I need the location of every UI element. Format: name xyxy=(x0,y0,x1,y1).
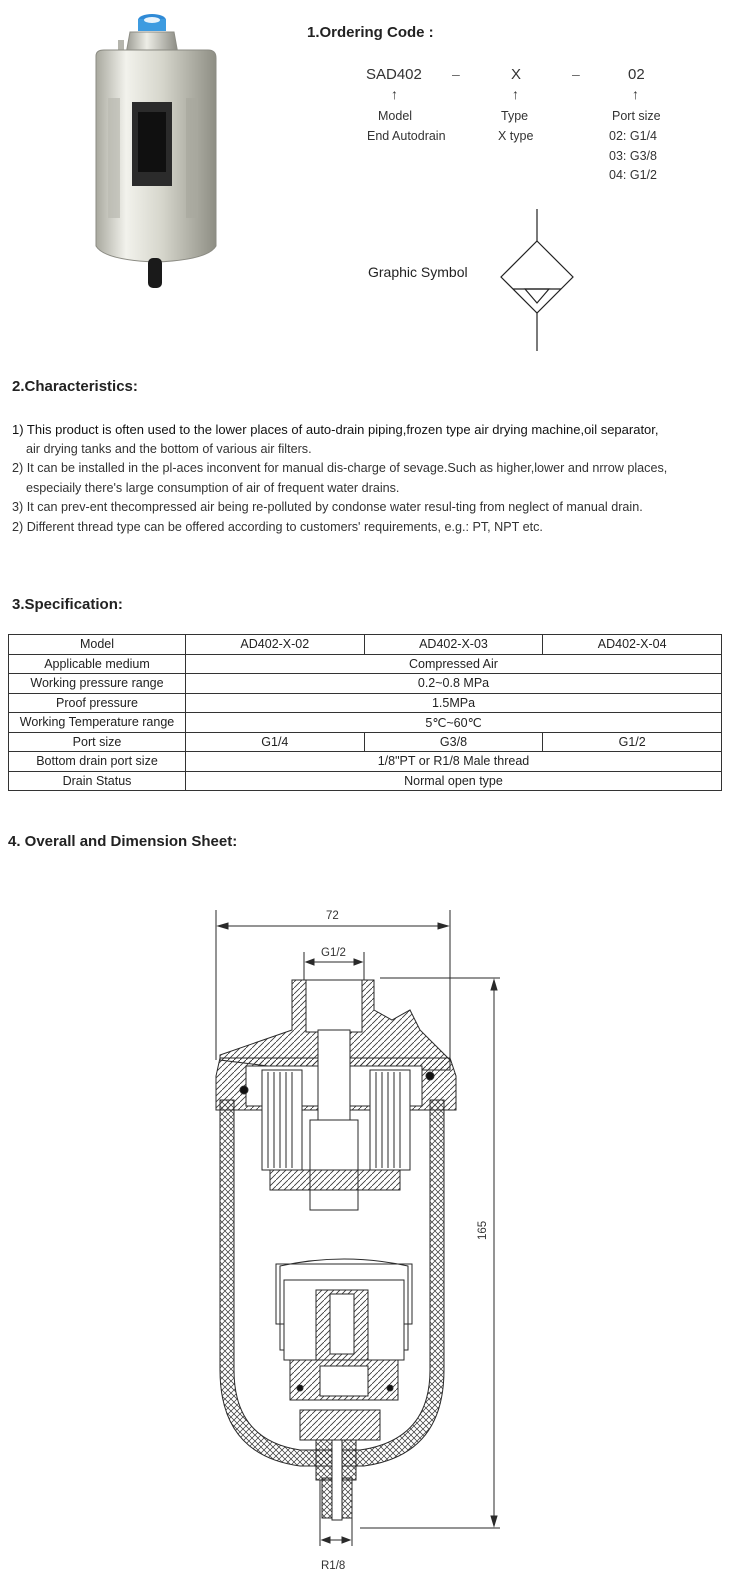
specification-heading: 3.Specification: xyxy=(12,596,123,613)
table-row xyxy=(9,732,722,752)
characteristics-list xyxy=(12,420,742,537)
table-cell: 0.2~0.8 MPa xyxy=(186,674,722,694)
table-cell: Port size xyxy=(9,732,186,752)
characteristic-line: 2) Different thread type can be offered according to customers' requirements, e.g.: PT, NPT etc. xyxy=(12,519,543,534)
table-cell: Proof pressure xyxy=(9,693,186,713)
table-row xyxy=(9,635,722,655)
table-cell: 5℃~60℃ xyxy=(186,713,722,733)
table-cell: 1/8"PT or R1/8 Male thread xyxy=(186,752,722,772)
port-code: 02 xyxy=(628,66,645,83)
table-row xyxy=(9,771,722,791)
table-cell: 1.5MPa xyxy=(186,693,722,713)
table-cell: Compressed Air xyxy=(186,654,722,674)
up-arrow-icon: ↑ xyxy=(512,86,519,102)
dimension-heading: 4. Overall and Dimension Sheet: xyxy=(8,833,238,850)
model-description: End Autodrain xyxy=(367,129,446,143)
product-photo xyxy=(88,6,228,296)
table-cell: Working pressure range xyxy=(9,674,186,694)
type-code: X xyxy=(511,66,522,83)
table-cell: Working Temperature range xyxy=(9,713,186,733)
dimension-drawing xyxy=(0,880,750,1580)
up-arrow-icon: ↑ xyxy=(632,86,639,102)
table-header-cell: AD402-X-04 xyxy=(543,635,722,655)
graphic-symbol xyxy=(495,205,579,355)
table-cell: G1/2 xyxy=(543,732,722,752)
characteristic-line: air drying tanks and the bottom of various air filters. xyxy=(26,441,312,456)
table-row xyxy=(9,693,722,713)
top-port-dimension-label: G1/2 xyxy=(321,947,346,959)
port-option: 02: G1/4 xyxy=(609,129,657,143)
ordering-code-heading: 1.Ordering Code : xyxy=(307,24,434,41)
table-cell: Bottom drain port size xyxy=(9,752,186,772)
table-row xyxy=(9,654,722,674)
specification-table xyxy=(8,634,722,791)
bottom-port-dimension-label: R1/8 xyxy=(321,1560,346,1572)
table-header-cell: AD402-X-03 xyxy=(364,635,543,655)
table-cell: G3/8 xyxy=(364,732,543,752)
type-label: Type xyxy=(501,109,529,123)
characteristics-heading: 2.Characteristics: xyxy=(12,378,138,395)
characteristic-line: 1) This product is often used to the lower places of auto-drain piping,frozen type air drying machine,oil separator, xyxy=(12,422,659,437)
port-option: 03: G3/8 xyxy=(609,149,657,163)
table-row xyxy=(9,674,722,694)
characteristic-line: 3) It can prev-ent thecompressed air being re-polluted by condonse water resul-ting from neglect of manual drain. xyxy=(12,500,643,514)
code-separator: – xyxy=(572,66,580,82)
table-cell: Normal open type xyxy=(186,771,722,791)
characteristic-line: 2) It can be installed in the pl-aces inconvent for manual dis-charge of sevage.Such as higher,lower and nrrow places, xyxy=(12,461,668,475)
port-option: 04: G1/2 xyxy=(609,168,657,182)
table-header-cell: AD402-X-02 xyxy=(186,635,365,655)
table-row xyxy=(9,752,722,772)
width-dimension-label: 72 xyxy=(326,910,339,922)
table-cell: G1/4 xyxy=(186,732,365,752)
code-separator: – xyxy=(452,66,460,82)
table-row xyxy=(9,713,722,733)
table-cell: Drain Status xyxy=(9,771,186,791)
port-size-label: Port size xyxy=(612,109,661,123)
height-dimension-label: 165 xyxy=(477,1220,489,1240)
up-arrow-icon: ↑ xyxy=(391,86,398,102)
table-header-cell: Model xyxy=(9,635,186,655)
table-cell: Applicable medium xyxy=(9,654,186,674)
model-label: Model xyxy=(378,109,413,123)
type-description: X type xyxy=(498,129,534,143)
graphic-symbol-label: Graphic Symbol xyxy=(368,264,468,280)
model-code: SAD402 xyxy=(366,66,422,83)
characteristic-line: especiaily there's large consumption of air of frequent water drains. xyxy=(26,480,400,495)
